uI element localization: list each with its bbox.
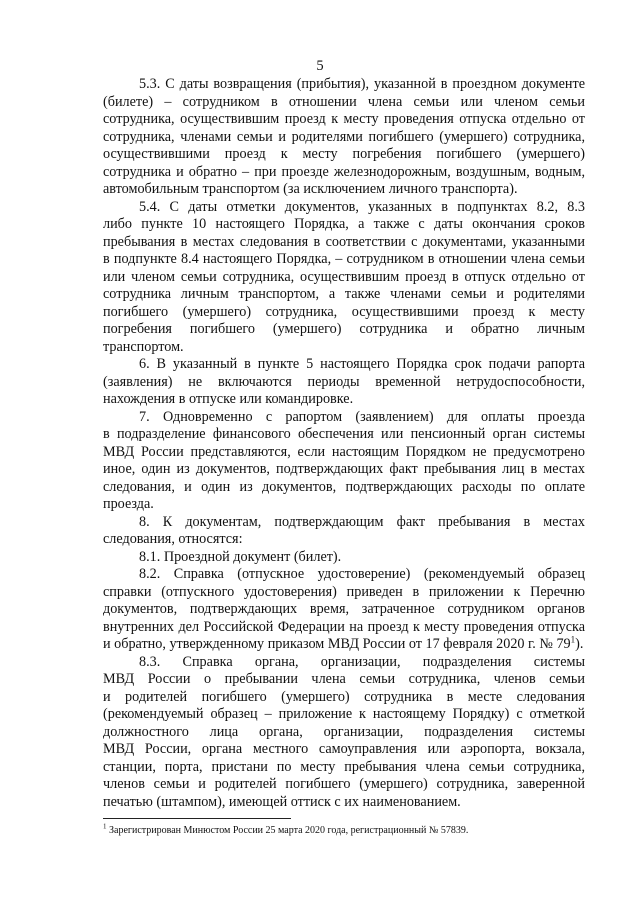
text-line: 8.1. Проездной документ (билет).	[139, 548, 342, 565]
text-line: либо пункте 10 настоящего Порядка, а также с даты окончания сроков	[103, 216, 585, 232]
page-number: 5	[316, 58, 324, 74]
text-line-with-footnote	[103, 636, 585, 654]
text-line: погребения погибшего (умершего) сотрудника и обратно личным	[103, 321, 585, 337]
text-line: документов, подтверждающих время, затраченное сотрудником органов	[103, 601, 585, 617]
text-line: 8. К документам, подтверждающим факт пребывания в местах	[139, 513, 585, 530]
text-line: и родителей погибшего (умершего) сотрудника в месте следования	[103, 688, 585, 705]
document-body	[103, 76, 585, 811]
text-line: нахождения в отпуске или командировке.	[103, 391, 354, 407]
text-line: или членом семьи сотрудника, осуществившим проезд в отпуск отдельно от	[103, 268, 585, 285]
text-line: станции, порта, пристани по месту пребывания члена семьи сотрудника,	[103, 758, 585, 775]
line-tail: ).	[575, 636, 584, 652]
text-line: погибшего (умершего) сотрудника, осуществившими проезд к месту	[103, 303, 585, 320]
text-line: сотрудника личным транспортом, а также членами семьи и родителями	[103, 286, 585, 302]
text-line: МВД России о пребывании члена семьи сотрудника, членов семьи	[103, 671, 585, 687]
text-line: и обратно, утвержденному приказом МВД России от 17 февраля 2020 г. № 79	[103, 636, 571, 652]
text-line: 5.3. С даты возвращения (прибытия), указанной в проездном документе	[139, 76, 585, 92]
footnote-divider	[103, 818, 291, 819]
text-line: автомобильным транспортом (за исключением личного транспорта).	[103, 181, 518, 197]
text-line: справки (отпускного удостоверения) приведен в приложении к Перечню	[103, 583, 585, 600]
text-line: (рекомендуемый образец – приложение к настоящему Порядку) с отметкой	[103, 706, 585, 722]
text-line: следования, относятся:	[103, 531, 243, 547]
text-line: МВД России, органа местного самоуправления или аэропорта, вокзала,	[103, 741, 585, 757]
text-line: 7. Одновременно с рапортом (заявлением) для оплаты проезда	[139, 408, 585, 425]
text-line: 8.3. Справка органа, организации, подразделения системы	[139, 653, 585, 670]
text-line: сотрудника, осуществившим проезд к месту проведения отпуска отдельно от	[103, 111, 585, 127]
text-line: транспортом.	[103, 338, 184, 355]
text-line: в подпункте 8.4 настоящего Порядка, – сотрудником в отношении члена семьи	[103, 251, 585, 267]
text-line: проезда.	[103, 496, 154, 512]
text-line: печатью (штампом), имеющей оттиск с их наименованием.	[103, 793, 461, 810]
footnote-reference: 1	[570, 634, 576, 645]
text-line: следования, и один из документов, подтверждающих расходы по оплате	[103, 478, 585, 495]
text-line: внутренних дел Российской Федерации на проезд к месту проведения отпуска	[103, 618, 585, 635]
text-line: осуществившими проезд к месту погребения погибшего (умершего)	[103, 146, 585, 162]
footnote	[103, 824, 585, 837]
text-line: МВД России представляются, если настоящим Порядком не предусмотрено	[103, 443, 585, 460]
footnote-mark: 1	[103, 822, 107, 831]
text-line: 5.4. С даты отметки документов, указанных в подпунктах 8.2, 8.3	[139, 198, 585, 215]
text-line: в подразделение финансового обеспечения или пенсионный орган системы	[103, 426, 585, 442]
text-line: сотрудника и обратно – при проезде железнодорожным, воздушным, водным,	[103, 163, 585, 180]
text-line: пребывания в местах следования в соответствии с документами, указанными	[103, 233, 585, 250]
text-line: членов семьи и родителей погибшего (умершего) сотрудника, заверенной	[103, 776, 585, 792]
text-line: сотрудника, членами семьи и родителями погибшего (умершего) сотрудника,	[103, 128, 585, 145]
text-line: (заявления) не включаются периоды временной нетрудоспособности,	[103, 373, 585, 390]
text-line: должностного лица органа, организации, подразделения системы	[103, 723, 585, 740]
text-line: иное, один из документов, подтверждающих факт пребывания лиц в местах	[103, 461, 585, 477]
text-line: 8.2. Справка (отпускное удостоверение) (рекомендуемый образец	[139, 566, 585, 582]
text-line: 6. В указанный в пункте 5 настоящего Порядка срок подачи рапорта	[139, 356, 585, 372]
text-line: (билете) – сотрудником в отношении члена семьи или членом семьи	[103, 93, 585, 110]
footnote-text: Зарегистрирован Минюстом России 25 марта 2020 года, регистрационный № 57839.	[106, 825, 469, 836]
